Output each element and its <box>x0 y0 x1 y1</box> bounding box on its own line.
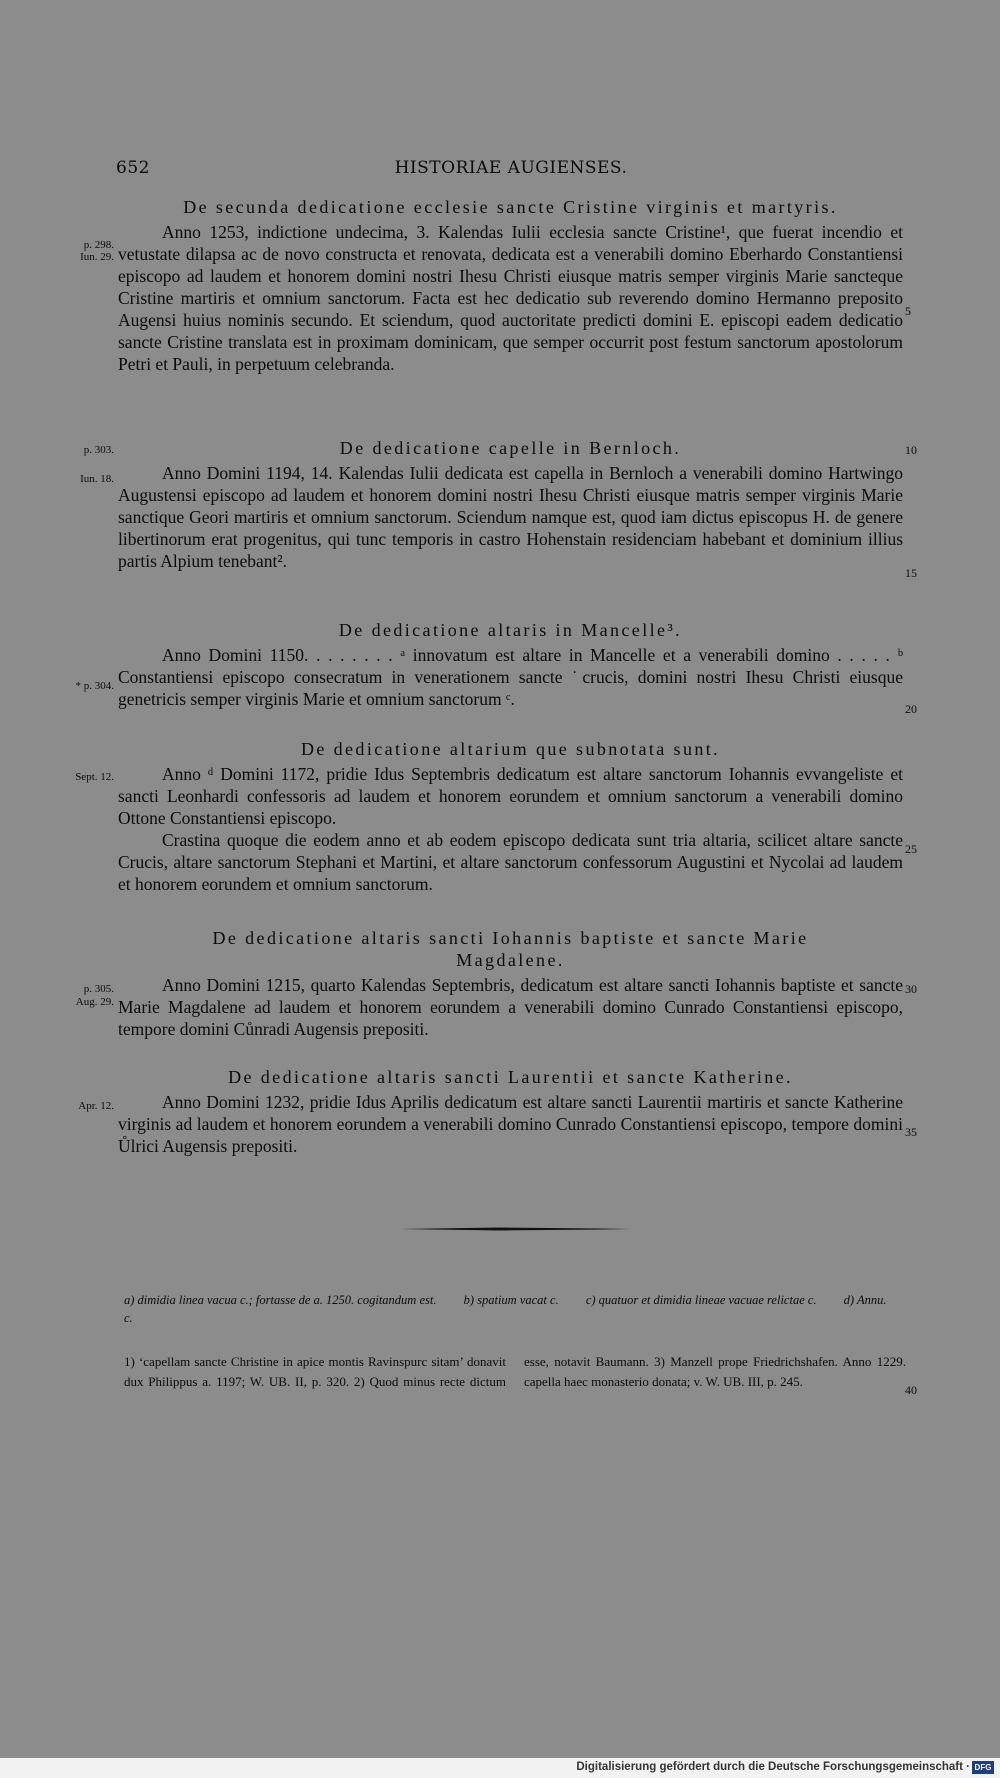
textual-note: d) Annu. c. <box>124 1293 887 1325</box>
page-number: 652 <box>116 158 150 178</box>
line-number: 25 <box>905 842 917 856</box>
margin-date: Aug. 29. <box>75 996 114 1008</box>
section-laurentii <box>118 1066 903 1157</box>
footer-bar <box>0 1758 1000 1778</box>
funding-credit: Digitalisierung gefördert durch die Deutsche Forschungsgemeinschaft · <box>576 1761 970 1773</box>
section-text-2: Crastina quoque die eodem anno et ab eodem episcopo dedicata sunt tria altaria, scilicet altare sancte Crucis, altare sanctorum Stephani et Martini, et altare sanctorum confessorum Augustini et Nycolai ad laudem et honorem eorundem et omnium sanctorum. <box>118 830 903 894</box>
dfg-logo: DFG <box>972 1761 994 1774</box>
line-number: 15 <box>905 566 917 580</box>
line-number: 35 <box>905 1125 917 1139</box>
section-title: De dedicatione altarium que subnotata sunt. <box>300 739 721 759</box>
section-title: De dedicatione altaris sancti Iohannis baptiste et sancte Marie Magdalene. <box>212 928 809 970</box>
textual-note: a) dimidia linea vacua c.; fortasse de a. 1250. cogitandum est. <box>124 1293 437 1307</box>
textual-note: c) quatuor et dimidia lineae vacuae relictae c. <box>585 1293 817 1307</box>
separator-rule <box>400 1227 630 1230</box>
line-number: 10 <box>905 443 917 457</box>
section-iohannis <box>118 927 903 1040</box>
section-altarium <box>118 738 903 895</box>
margin-ref: p. 303. <box>83 444 114 456</box>
section-text: Anno Domini 1232, pridie Idus Aprilis dedicatum est altare sancti Laurentii martiris et sancte Katherine virginis ad laudem et honorem eorundem a venerabili domino Cunrado Constantiensi episcopo, tempore domini Ůlrici Augensis prepositi. <box>118 1092 903 1156</box>
margin-date: Sept. 12. <box>75 771 114 783</box>
section-text: Anno ᵈ Domini 1172, pridie Idus Septembris dedicatum est altare sanctorum Iohannis evvangeliste et sancti Leonhardi confessoris ad laudem et honorem eorundem et omnium sanctorum a venerabili domino Ottone Constantiensi episcopo. <box>118 764 903 828</box>
running-title: HISTORIAE AUGIENSES. <box>394 158 628 178</box>
section-title: De dedicatione altaris in Mancelle³. <box>338 620 683 640</box>
section-title: De secunda dedicatione ecclesie sancte Cristine virginis et martyris. <box>183 197 838 217</box>
line-number: 40 <box>905 1383 917 1397</box>
margin-date: Iun. 29. <box>80 251 114 263</box>
margin-date: Apr. 12. <box>78 1100 114 1112</box>
section-text: Anno Domini 1215, quarto Kalendas Septembris, dedicatum est altare sancti Iohannis baptiste et sancte Marie Magdalene ad laudem et honorem eorundem a venerabili domino Cunrado Constantiensi episcopo, tempore domini Cůnradi Augensis prepositi. <box>118 975 903 1039</box>
margin-ref: p. 298. <box>83 239 114 251</box>
running-header <box>116 158 906 188</box>
margin-ref: * p. 304. <box>75 680 114 692</box>
margin-ref: p. 305. <box>83 983 114 995</box>
line-number: 20 <box>905 702 917 716</box>
textual-note: b) spatium vacat c. <box>463 1293 559 1307</box>
section-mancelle <box>118 619 903 710</box>
textual-notes <box>124 1291 906 1327</box>
section-title: De dedicatione altaris sancti Laurentii et sancte Katherine. <box>228 1067 793 1087</box>
section-text: Anno Domini 1150. . . . . . . . ᵃ innovatum est altare in Mancelle et a venerabili domino . . . . . ᵇ Constantiensi episcopo consecratum in venerationem sancte ˙crucis, domini nostri Ihesu Christi eiusque genetricis semper virginis Marie et omnium sanctorum ᶜ. <box>118 645 903 709</box>
margin-date: Iun. 18. <box>80 473 114 485</box>
line-number: 5 <box>905 304 911 318</box>
section-bernloch <box>118 437 903 572</box>
explanatory-notes: 1) ‘capellam sancte Christine in apice montis Ravinspurc sitam’ donavit dux Philippus a. 1197; W. UB. II, p. 320. 2) Quod minus recte dictum esse, notavit Baumann. 3) Manzell prope Friedrichshafen. Anno 1229. capella haec monasterio donata; v. W. UB. III, p. 245. <box>124 1354 906 1389</box>
section-cristine <box>118 196 903 375</box>
section-text: Anno Domini 1194, 14. Kalendas Iulii dedicata est capella in Bernloch a venerabili domino Hartwingo Augustensi episcopo ad laudem et honorem domini nostri Ihesu Christi eiusque matris semper virginis Marie sanctique Geori martiris et omnium sanctorum. Sciendum namque est, quod iam dictus episcopus H. de genere libertinorum erat progenitus, qui tunc temporis in castro Hohenstain residenciam habebant et dominium illius partis Alpium tenebant². <box>118 463 903 571</box>
section-title: De dedicatione capelle in Bernloch. <box>339 438 682 458</box>
section-text: Anno 1253, indictione undecima, 3. Kalendas Iulii ecclesia sancte Cristine¹, que fuerat incendio et vetustate dilapsa ac de novo constructa et renovata, dedicata est a venerabili domino Eberhardo Constantiensi episcopo ad laudem et honorem domini nostri Ihesu Christi eiusque matris semper virginis Marie sancteque Cristine martiris et omnium sanctorum. Facta est hec dedicatio sub reverendo domino Hermanno preposito Augensi huius nominis secundo. Et sciendum, quod auctoritate predicti domini E. episcopi eadem dedicatio sancte Cristine translata est in proximam dominicam, que semper occurrit post festum sanctorum apostolorum Petri et Pauli, in perpetuum celebranda. <box>118 222 903 374</box>
line-number: 30 <box>905 982 917 996</box>
